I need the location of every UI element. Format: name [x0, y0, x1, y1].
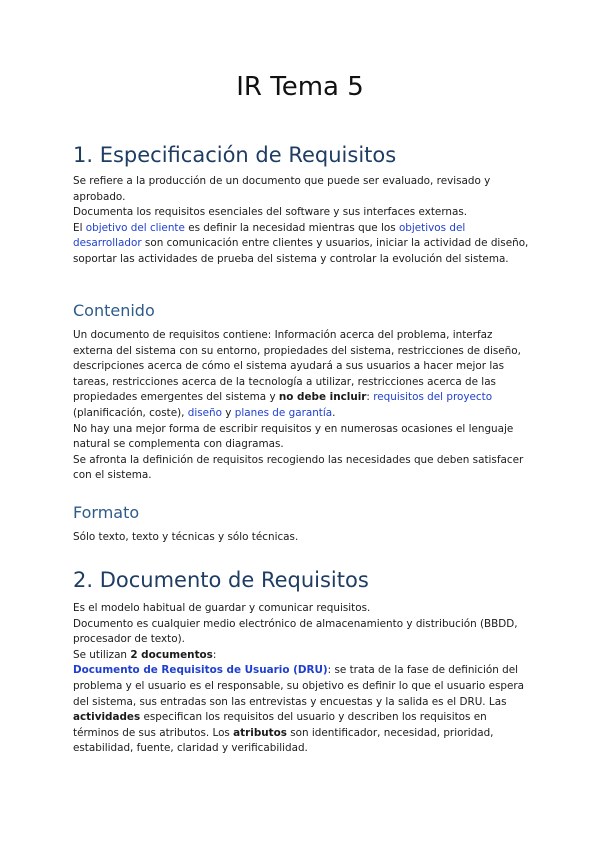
link-diseno[interactable]: diseño — [187, 406, 222, 419]
paragraph-text: Documento es cualquier medio electrónico de almacenamiento y distribución (BBDD, procesador de texto). — [73, 617, 518, 646]
paragraph-text: es definir la necesidad mientras que los — [184, 221, 399, 234]
paragraph-text: (planificación, coste), — [73, 406, 188, 419]
paragraph-text: y — [222, 406, 235, 419]
paragraph-text: son comunicación entre clientes y usuarios, iniciar la actividad de diseño, soportar las actividades de prueba del sistema y controlar la evolución del sistema. — [73, 237, 529, 265]
paragraph-text: Un documento de requisitos contiene: Información acerca del problema, interfaz externa del sistema con su entorno, propiedades del sistema, restricciones de diseño, descripciones acerca de cómo el sistema ayudará a sus usuarios a hacer mejor las tareas, restricciones acerca de la tecnología a utilizar, restricciones acerca de las propiedades emergentes del sistema y — [73, 329, 521, 404]
link-objetivos-desarrollador[interactable]: objetivos del desarrollador — [73, 221, 466, 250]
link-requisitos-proyecto[interactable]: requisitos del proyecto — [373, 391, 493, 404]
bold-actividades: actividades — [73, 711, 141, 724]
section-heading-documento: 2. Documento de Requisitos — [73, 568, 369, 592]
paragraph-text: : — [212, 648, 217, 661]
link-documento-requisitos-usuario[interactable]: Documento de Requisitos de Usuario (DRU) — [73, 664, 328, 677]
paragraph-text: : se trata de la fase de definición del problema y el usuario es el responsable, su objetivo es definir lo que el usuario espera del sistema, sus entradas son las entrevistas y encuestas y la salida es el DRU. Las — [73, 664, 525, 708]
paragraph-formato: Sólo texto, texto y técnicas y sólo técnicas. — [73, 531, 299, 543]
paragraph-documento-requisitos — [73, 601, 533, 757]
bold-atributos: atributos — [233, 726, 287, 739]
paragraph-text: Se utilizan — [73, 648, 131, 661]
paragraph-text: : — [366, 391, 374, 404]
paragraph-contenido — [73, 328, 533, 484]
paragraph-text: No hay una mejor forma de escribir requisitos y en numerosas ocasiones el lenguaje natural se complementa con diagramas. — [73, 422, 514, 451]
section-heading-especificacion: 1. Especificación de Requisitos — [73, 143, 397, 167]
paragraph-text: especifican los requisitos del usuario y describen los requisitos en términos de sus atributos. Los — [73, 711, 487, 739]
paragraph-text: Es el modelo habitual de guardar y comunicar requisitos. — [73, 602, 371, 614]
subsection-heading-formato: Formato — [73, 503, 140, 522]
subsection-heading-contenido: Contenido — [73, 301, 155, 320]
paragraph-text: El — [73, 221, 86, 234]
document-title: IR Tema 5 — [236, 72, 364, 102]
paragraph-text: . — [332, 406, 336, 419]
paragraph-text: Se afronta la definición de requisitos recogiendo las necesidades que deben satisfacer con el sistema. — [73, 453, 524, 482]
link-planes-garantia[interactable]: planes de garantía — [234, 406, 333, 419]
paragraph-text: Documenta los requisitos esenciales del software y sus interfaces externas. — [73, 206, 468, 219]
bold-no-debe-incluir: no debe incluir — [278, 391, 367, 404]
paragraph-text: Se refiere a la producción de un documento que puede ser evaluado, revisado y aprobado. — [73, 175, 491, 203]
paragraph-especificacion-definicion — [73, 174, 533, 268]
link-objetivo-cliente[interactable]: objetivo del cliente — [85, 221, 185, 234]
bold-2-documentos: 2 documentos — [130, 648, 213, 661]
paragraph-text: son identificador, necesidad, prioridad, estabilidad, fuente, claridad y verificabilidad. — [73, 726, 494, 755]
